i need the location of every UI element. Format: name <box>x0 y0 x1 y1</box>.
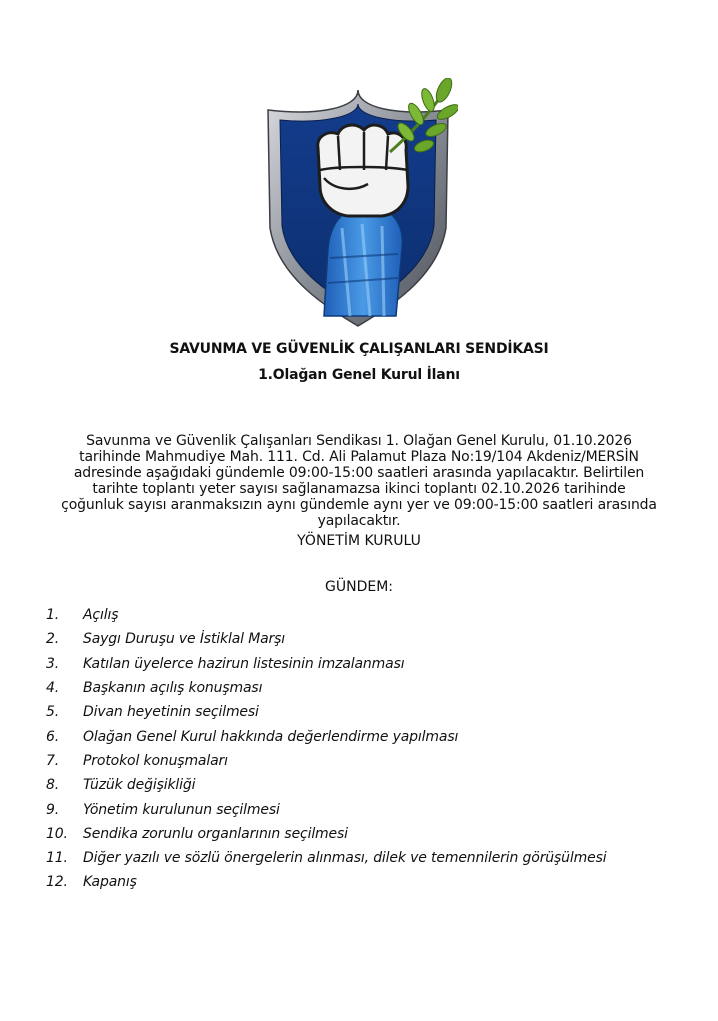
agenda-item-text: Divan heyetinin seçilmesi <box>83 704 259 721</box>
organization-name: SAVUNMA VE GÜVENLİK ÇALIŞANLARI SENDİKASI <box>169 341 549 357</box>
agenda-item-text: Olağan Genel Kurul hakkında değerlendirme yapılması <box>83 728 459 745</box>
agenda-item <box>46 676 686 700</box>
agenda-item-number: 11. <box>46 850 68 867</box>
agenda-item-text: Diğer yazılı ve sözlü önergelerin alınması, dilek ve temennilerin görüşülmesi <box>83 850 607 867</box>
agenda-item-text: Protokol konuşmaları <box>83 752 228 769</box>
body-line: çoğunluk sayısı aranmaksızın aynı gündemle aynı yer ve 09:00-15:00 saatleri arasında <box>61 497 657 513</box>
agenda-item <box>46 627 686 651</box>
announcement-body <box>40 433 678 529</box>
agenda-item-text: Saygı Duruşu ve İstiklal Marşı <box>83 631 286 648</box>
agenda-item-number: 12. <box>46 874 68 891</box>
body-line: Savunma ve Güvenlik Çalışanları Sendikası 1. Olağan Genel Kurulu, 01.10.2026 <box>86 433 632 449</box>
body-line: tarihte toplantı yeter sayısı sağlanamazsa ikinci toplantı 02.10.2026 tarihinde <box>92 481 626 497</box>
agenda-item-text: Açılış <box>83 607 119 624</box>
body-line: adresinde aşağıdaki gündemle 09:00-15:00 saatleri arasında yapılacaktır. Belirtilen <box>73 465 645 481</box>
agenda-item-number: 10. <box>46 825 68 842</box>
agenda-item-number: 7. <box>46 752 60 769</box>
agenda-item-number: 1. <box>46 607 60 624</box>
agenda-item <box>46 603 686 627</box>
agenda-item-number: 6. <box>46 728 60 745</box>
agenda-item <box>46 870 686 894</box>
agenda-item <box>46 846 686 870</box>
board-signature: YÖNETİM KURULU <box>297 533 421 549</box>
agenda-item <box>46 749 686 773</box>
agenda-item-number: 5. <box>46 704 60 721</box>
agenda-item <box>46 724 686 748</box>
agenda-item <box>46 797 686 821</box>
agenda-item-text: Başkanın açılış konuşması <box>83 680 263 697</box>
body-line: tarihinde Mahmudiye Mah. 111. Cd. Ali Palamut Plaza No:19/104 Akdeniz/MERSİN <box>79 449 639 465</box>
agenda-item-text: Sendika zorunlu organlarının seçilmesi <box>83 825 348 842</box>
agenda-item-number: 4. <box>46 680 60 697</box>
agenda-heading: GÜNDEM: <box>325 579 393 595</box>
agenda-item <box>46 773 686 797</box>
agenda-item-number: 9. <box>46 801 60 818</box>
agenda-item <box>46 700 686 724</box>
agenda-item-text: Yönetim kurulunun seçilmesi <box>83 801 280 818</box>
agenda-item-text: Tüzük değişikliği <box>83 777 196 794</box>
shield-fist-icon <box>258 78 458 330</box>
agenda-item-number: 2. <box>46 631 60 648</box>
notice-title: 1.Olağan Genel Kurul İlanı <box>258 367 460 383</box>
body-line: yapılacaktır. <box>317 513 401 529</box>
shield-fist-logo <box>258 78 458 330</box>
agenda-item <box>46 652 686 676</box>
agenda-item-number: 8. <box>46 777 60 794</box>
agenda-item-number: 3. <box>46 655 60 672</box>
agenda-list <box>46 603 686 895</box>
agenda-item-text: Kapanış <box>83 874 137 891</box>
agenda-item <box>46 822 686 846</box>
agenda-item-text: Katılan üyelerce hazirun listesinin imzalanması <box>83 655 405 672</box>
